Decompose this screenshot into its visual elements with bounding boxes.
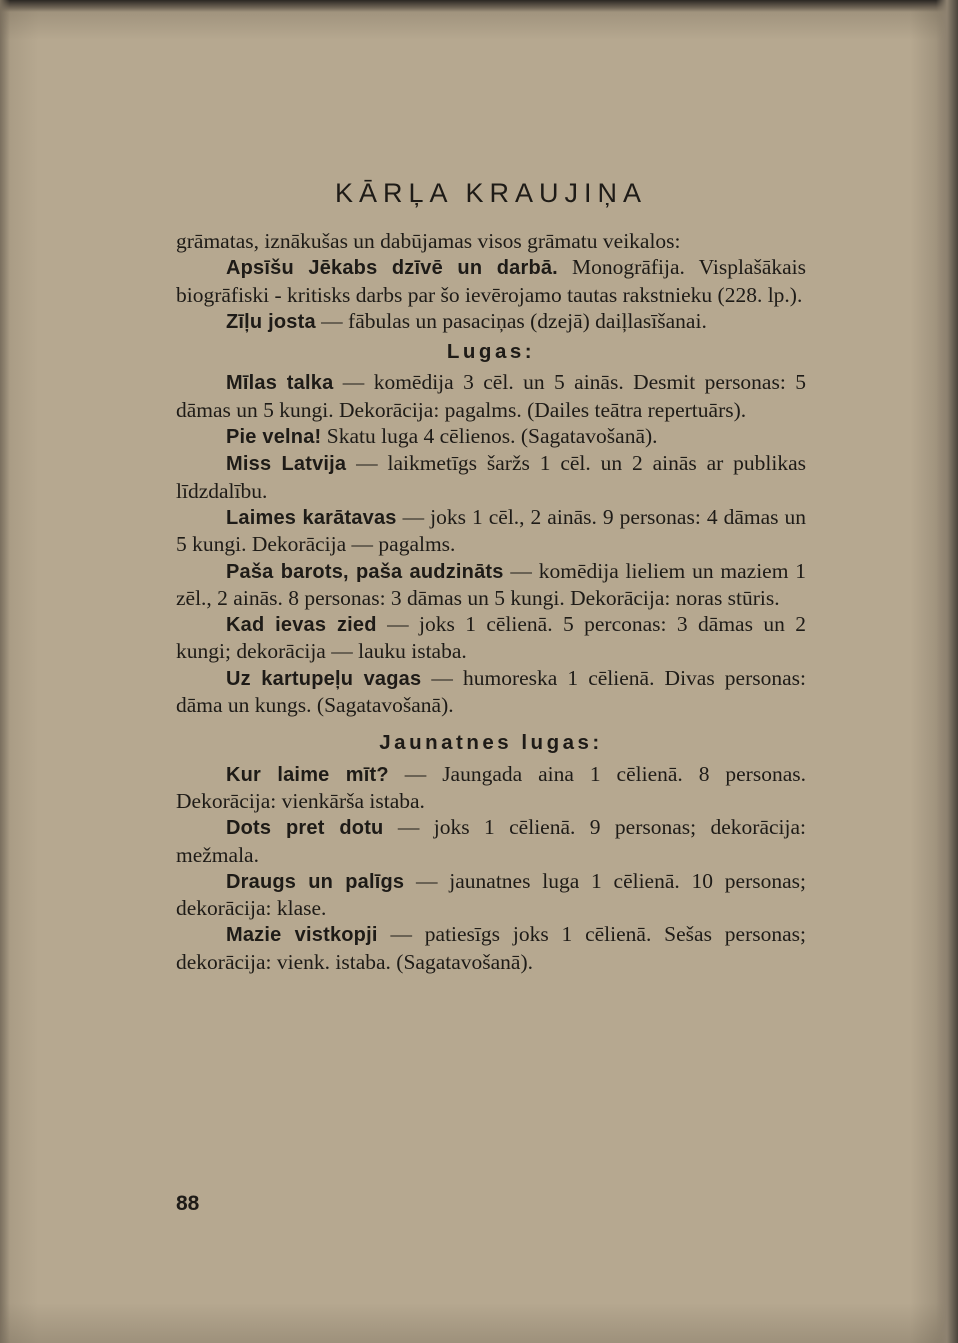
youth-play-description: — joks 1 cēlienā. 9 personas; dekorācija: mežmala. (176, 815, 806, 867)
entries-top-list (176, 254, 806, 335)
play-description: — joks 1 cēlienā. 5 perconas: 3 dāmas un 2 kungi; dekorācija — lauku istaba. (176, 612, 806, 664)
play-description: — humoreska 1 cēlienā. Divas personas: dāma un kungs. (Sagatavošanā). (176, 665, 806, 718)
section-heading-plays: Lugas: (446, 340, 536, 364)
youth-play-title: Mazie vistkopji (226, 924, 378, 947)
page-right-binding-shadow (936, 0, 958, 1343)
entry-title: Apsīšu Jēkabs dzīvē un darbā. (226, 257, 558, 280)
play-entry (176, 369, 806, 423)
entry-description: Monogrāfija. Visplašākais biogrāfiski - kritisks darbs par šo ievērojamo tautas rakstnieku (228. lp.). (176, 255, 807, 307)
page-left-shadow (0, 0, 10, 1343)
youth-play-title: Draugs un palīgs (226, 870, 405, 893)
youth-play-entry (176, 814, 806, 868)
play-entry (176, 450, 806, 504)
youth-plays-list (176, 761, 806, 975)
play-title: Mīlas talka (226, 372, 334, 395)
play-entry (176, 558, 806, 612)
section-heading-youth-plays: Jaunatnes lugas: (379, 731, 603, 755)
entry-item (176, 308, 806, 335)
play-title: Uz kartupeļu vagas (226, 667, 422, 690)
play-title: Paša barots, paša audzināts (226, 560, 504, 583)
play-entry (176, 665, 806, 719)
play-title: Kad ievas zied (226, 614, 377, 637)
page-number: 88 (176, 1192, 200, 1215)
play-entry (176, 611, 806, 665)
youth-play-entry (176, 761, 806, 815)
youth-play-entry (176, 868, 806, 922)
play-entry (176, 504, 806, 558)
youth-play-description: — Jaungada aina 1 cēlienā. 8 personas. Dekorācija: vienkārša istaba. (176, 761, 806, 813)
play-title: Miss Latvija (226, 453, 347, 476)
page-heading: KĀRĻA KRAUJIŅA (334, 178, 648, 208)
play-description: — komēdija 3 cēl. un 5 ainās. Desmit personas: 5 dāmas un 5 kungi. Dekorācija: pagalms. (Dailes teātra repertuārs). (176, 370, 806, 422)
youth-play-description: — patiesīgs joks 1 cēlienā. Sešas personas; dekorācija: vienk. istaba. (Sagatavošanā). (176, 922, 806, 974)
entry-item (176, 254, 806, 308)
youth-play-entry (176, 921, 806, 975)
entry-description: — fābulas un pasaciņas (dzejā) daiļlasīšanai. (315, 308, 707, 333)
page-top-shadow (0, 0, 958, 12)
play-description: — komēdija lieliem un maziem 1 zēl., 2 ainās. 8 personas: 3 dāmas un 5 kungi. Dekorācija: noras stūris. (176, 558, 807, 610)
intro-text: grāmatas, iznākušas un dabūjamas visos grāmatu veikalos: (176, 229, 681, 253)
page-content (176, 176, 806, 975)
play-description: Skatu luga 4 cēlienos. (Sagatavošanā). (321, 424, 658, 449)
play-title: Laimes karātavas (226, 506, 397, 529)
play-description: — laikmetīgs šaržs 1 cēl. un 2 ainās ar publikas līdzdalību. (176, 451, 807, 503)
youth-play-title: Kur laime mīt? (226, 763, 389, 786)
play-entry (176, 423, 806, 450)
youth-play-description: — jaunatnes luga 1 cēlienā. 10 personas; dekorācija: klase. (176, 868, 806, 921)
play-description: — joks 1 cēl., 2 ainās. 9 personas: 4 dāmas un 5 kungi. Dekorācija — pagalms. (176, 504, 806, 557)
play-title: Pie velna! (226, 426, 322, 449)
youth-play-title: Dots pret dotu (226, 817, 384, 840)
plays-list (176, 369, 806, 718)
entry-title: Zīļu josta (226, 310, 316, 333)
